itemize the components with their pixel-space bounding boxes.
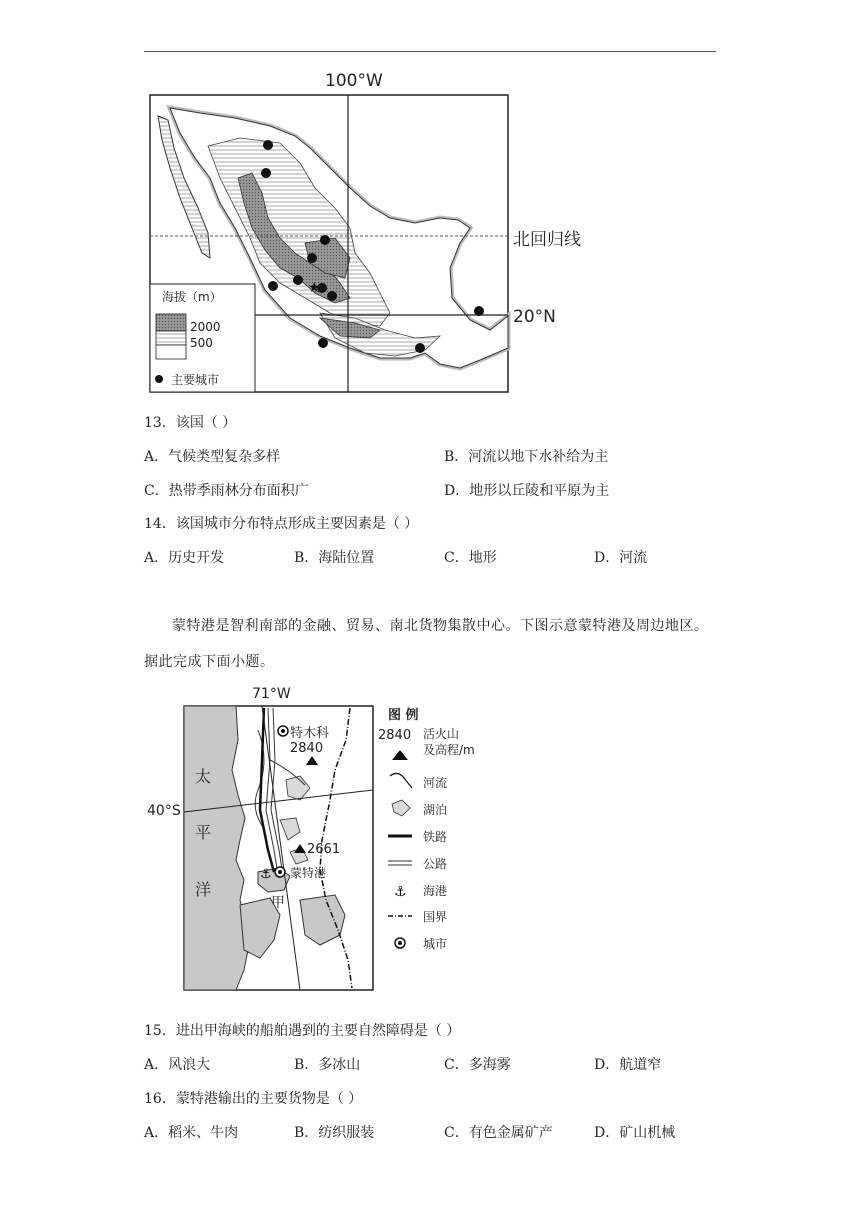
legend-title: 海拔（m） xyxy=(162,290,222,304)
legend-river: 河流 xyxy=(423,776,448,790)
header-rule xyxy=(144,51,716,52)
city-temuco-label: 特木科 xyxy=(290,726,330,741)
question-15-option-b[interactable]: B．多冰山 xyxy=(294,1057,361,1073)
ocean-char-1: 太 xyxy=(195,767,212,786)
legend-city: 城市 xyxy=(423,937,448,951)
anchor-icon: ⚓ xyxy=(260,867,272,882)
capital-star-icon: ★ xyxy=(308,280,321,296)
passage-line-2: 据此完成下面小题。 xyxy=(144,654,275,670)
question-16-option-d[interactable]: D．矿山机械 xyxy=(594,1125,676,1141)
latitude-label: 20°N xyxy=(513,307,556,327)
question-15-option-c[interactable]: C．多海雾 xyxy=(444,1057,511,1073)
legend-lake: 湖泊 xyxy=(423,803,448,817)
question-13-option-b[interactable]: B．河流以地下水补给为主 xyxy=(444,449,609,465)
question-16-stem: 16．蒙特港输出的主要货物是（ ） xyxy=(144,1091,363,1107)
question-16-option-a[interactable]: A．稻米、牛肉 xyxy=(144,1125,239,1141)
question-15-option-a[interactable]: A．风浪大 xyxy=(144,1057,211,1073)
question-14-option-b[interactable]: B．海陆位置 xyxy=(294,550,375,566)
map2-legend-title: 图 例 xyxy=(388,708,419,723)
ocean-char-3: 洋 xyxy=(195,880,212,899)
legend-level-mid: 500 xyxy=(190,336,213,350)
svg-text:⚓: ⚓ xyxy=(394,884,407,900)
legend-volcano-line2: 及高程/m xyxy=(423,743,475,757)
map2-latitude-label: 40°S xyxy=(147,803,181,819)
question-15-stem: 15．进出甲海峡的船舶遇到的主要自然障碍是（ ） xyxy=(144,1023,461,1039)
tropic-label: 北回归线 xyxy=(513,230,581,250)
ocean-char-2: 平 xyxy=(195,823,212,842)
volcano-north-label: 2840 xyxy=(290,741,324,756)
question-14-stem: 14．该国城市分布特点形成主要因素是（ ） xyxy=(144,516,419,532)
question-13-stem: 13．该国（ ） xyxy=(144,415,237,431)
port-city-label: 蒙特港 xyxy=(290,866,327,880)
meridian-label: 100°W xyxy=(325,71,383,91)
legend-port: 海港 xyxy=(423,884,448,898)
legend-volcano-line1: 活火山 xyxy=(423,727,460,741)
question-13-option-d[interactable]: D．地形以丘陵和平原为主 xyxy=(444,483,610,499)
question-14-option-d[interactable]: D．河流 xyxy=(594,550,648,566)
passage-line-1: 蒙特港是智利南部的金融、贸易、南北货物集散中心。下图示意蒙特港及周边地区。 xyxy=(172,618,709,634)
volcano-south-label: 2661 xyxy=(307,842,341,857)
question-14-option-a[interactable]: A．历史开发 xyxy=(144,550,225,566)
question-13-option-a[interactable]: A．气候类型复杂多样 xyxy=(144,449,281,465)
strait-label: 甲 xyxy=(271,895,285,911)
question-14-option-c[interactable]: C．地形 xyxy=(444,550,497,566)
question-15-option-d[interactable]: D．航道窄 xyxy=(594,1057,662,1073)
legend-railway: 铁路 xyxy=(423,830,448,844)
legend-city-label: 主要城市 xyxy=(171,373,220,387)
legend-level-high: 2000 xyxy=(190,320,221,334)
legend-volcano-value: 2840 xyxy=(378,728,412,743)
question-16-option-c[interactable]: C．有色金属矿产 xyxy=(444,1125,553,1141)
legend-road: 公路 xyxy=(423,857,448,871)
legend-border: 国界 xyxy=(423,910,448,924)
map2-meridian-label: 71°W xyxy=(252,686,291,702)
question-16-option-b[interactable]: B．纺织服装 xyxy=(294,1125,375,1141)
question-13-option-c[interactable]: C．热带季雨林分布面积广 xyxy=(144,483,309,499)
